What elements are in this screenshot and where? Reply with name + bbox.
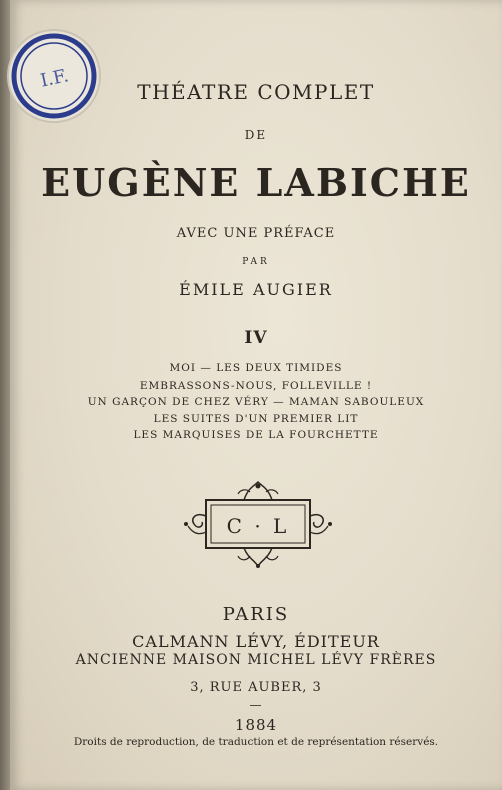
publication-city: PARIS — [222, 604, 290, 625]
play-title: LES SUITES D'UN PREMIER LIT — [153, 413, 359, 425]
former-publisher: ANCIENNE MAISON MICHEL LÉVY FRÈRES — [75, 652, 437, 668]
play-title: EMBRASSONS-NOUS, FOLLEVILLE ! — [139, 380, 373, 392]
preface-line: AVEC UNE PRÉFACE — [176, 226, 336, 241]
play-title: UN GARÇON DE CHEZ VÉRY — MAMAN SABOULEUX — [87, 396, 425, 408]
rights-notice: Droits de reproduction, de traduction et de représentation réservés. — [73, 736, 439, 748]
publisher-address: 3, RUE AUBER, 3 — [190, 680, 322, 695]
stamp-initials: I.F. — [38, 65, 71, 92]
preface-author: ÉMILE AUGIER — [179, 280, 333, 299]
publisher-name: CALMANN LÉVY, ÉDITEUR — [132, 632, 380, 651]
library-stamp — [6, 24, 106, 126]
separator-dash: — — [249, 698, 263, 712]
volume-number: IV — [244, 328, 268, 348]
play-title: MOI — LES DEUX TIMIDES — [169, 362, 343, 374]
de-label: DE — [244, 128, 268, 142]
colophon-initials: C · L — [226, 514, 290, 538]
par-label: PAR — [242, 257, 270, 267]
publisher-colophon — [180, 478, 336, 570]
publication-year: 1884 — [234, 716, 278, 734]
play-title: LES MARQUISES DE LA FOURCHETTE — [133, 429, 379, 441]
work-title: THÉATRE COMPLET — [137, 80, 375, 104]
author-name: EUGÈNE LABICHE — [41, 160, 471, 205]
